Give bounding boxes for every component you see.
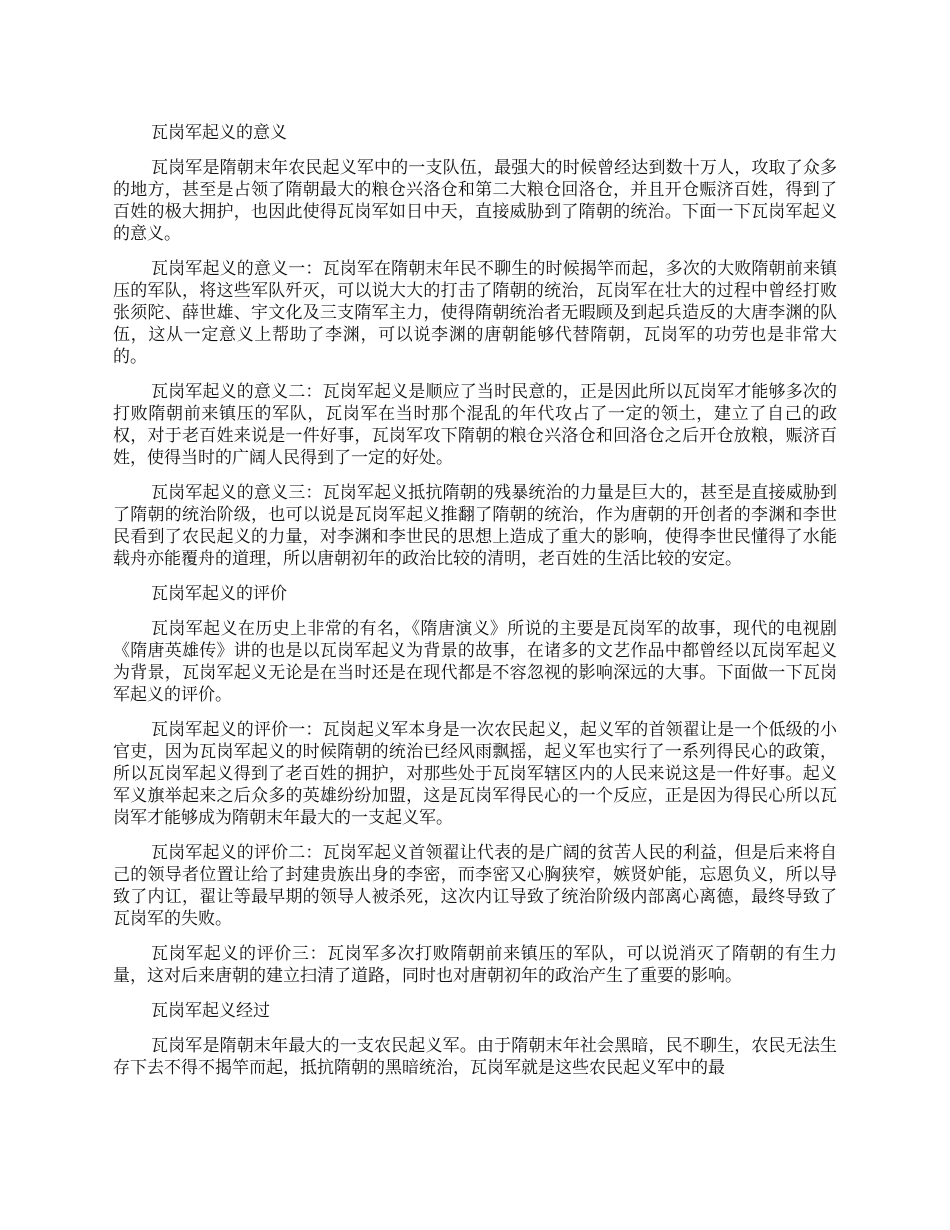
document-page [113,122,837,1092]
paragraph: 瓦岗军起义的评价三：瓦岗军多次打败隋朝前来镇压的军队，可以说消灭了隋朝的有生力量，这对后来唐朝的建立扫清了道路，同时也对唐朝初年的政治产生了重要的影响。 [113,944,837,986]
paragraph: 瓦岗军起义的意义二：瓦岗军起义是顺应了当时民意的，正是因此所以瓦岗军才能够多次的打败隋朝前来镇压的军队，瓦岗军在当时那个混乱的年代攻占了一定的领土，建立了自己的政权，对于老百姓来说是一件好事，瓦岗军攻下隋朝的粮仓兴洛仓和回洛仓之后开仓放粮，赈济百姓，使得当时的广阔人民得到了一定的好处。 [113,382,837,468]
paragraph: 瓦岗军起义的评价一：瓦岗起义军本身是一次农民起义，起义军的首领翟让是一个低级的小官吏，因为瓦岗军起义的时候隋朝的统治已经风雨飘摇，起义军也实行了一系列得民心的政策，所以瓦岗军起义得到了老百姓的拥护，对那些处于瓦岗军辖区内的人民来说这是一件好事。起义军义旗举起来之后众多的英雄纷纷加盟，这是瓦岗军得民心的一个反应，正是因为得民心所以瓦岗军才能够成为隋朝末年最大的一支起义军。 [113,720,837,828]
section-heading-process: 瓦岗军起义经过 [151,1001,270,1021]
paragraph: 瓦岗军起义的评价二：瓦岗军起义首领翟让代表的是广阔的贫苦人民的利益，但是后来将自己的领导者位置让给了封建贵族出身的李密，而李密又心胸狭窄，嫉贤妒能，忘恩负义，所以导致了内讧，翟让等最早期的领导人被杀死，这次内讧导致了统治阶级内部离心离德，最终导致了瓦岗军的失败。 [113,843,837,929]
section-heading-significance: 瓦岗军起义的意义 [151,123,287,143]
paragraph: 瓦岗军是隋朝末年最大的一支农民起义军。由于隋朝末年社会黑暗，民不聊生，农民无法生存下去不得不揭竿而起，抵抗隋朝的黑暗统治，瓦岗军就是这些农民起义军中的最 [113,1036,837,1078]
paragraph: 瓦岗军起义的意义三：瓦岗军起义抵抗隋朝的残暴统治的力量是巨大的，甚至是直接威胁到了隋朝的统治阶级，也可以说是瓦岗军起义推翻了隋朝的统治，作为唐朝的开创者的李渊和李世民看到了农民起义的力量，对李渊和李世民的思想上造成了重大的影响，使得李世民懂得了水能载舟亦能覆舟的道理，所以唐朝初年的政治比较的清明，老百姓的生活比较的安定。 [113,483,837,569]
paragraph: 瓦岗军起义的意义一：瓦岗军在隋朝末年民不聊生的时候揭竿而起，多次的大败隋朝前来镇压的军队，将这些军队歼灭，可以说大大的打击了隋朝的统治，瓦岗军在壮大的过程中曾经打败张须陀、薛世雄、宇文化及三支隋军主力，使得隋朝统治者无暇顾及到起兵造反的大唐李渊的队伍，这从一定意义上帮助了李渊，可以说李渊的唐朝能够代替隋朝，瓦岗军的功劳也是非常大的。 [113,259,837,367]
paragraph: 瓦岗军起义在历史上非常的有名，《隋唐演义》所说的主要是瓦岗军的故事，现代的电视剧《隋唐英雄传》讲的也是以瓦岗军起义为背景的故事，在诸多的文艺作品中都曾经以瓦岗军起义为背景，瓦岗军起义无论是在当时还是在现代都是不容忽视的影响深远的大事。下面做一下瓦岗军起义的评价。 [113,619,837,705]
section-heading-evaluation: 瓦岗军起义的评价 [151,584,287,604]
paragraph: 瓦岗军是隋朝末年农民起义军中的一支队伍，最强大的时候曾经达到数十万人，攻取了众多的地方，甚至是占领了隋朝最大的粮仓兴洛仓和第二大粮仓回洛仓，并且开仓赈济百姓，得到了百姓的极大拥护，也因此使得瓦岗军如日中天，直接威胁到了隋朝的统治。下面一下瓦岗军起义的意义。 [113,158,837,244]
